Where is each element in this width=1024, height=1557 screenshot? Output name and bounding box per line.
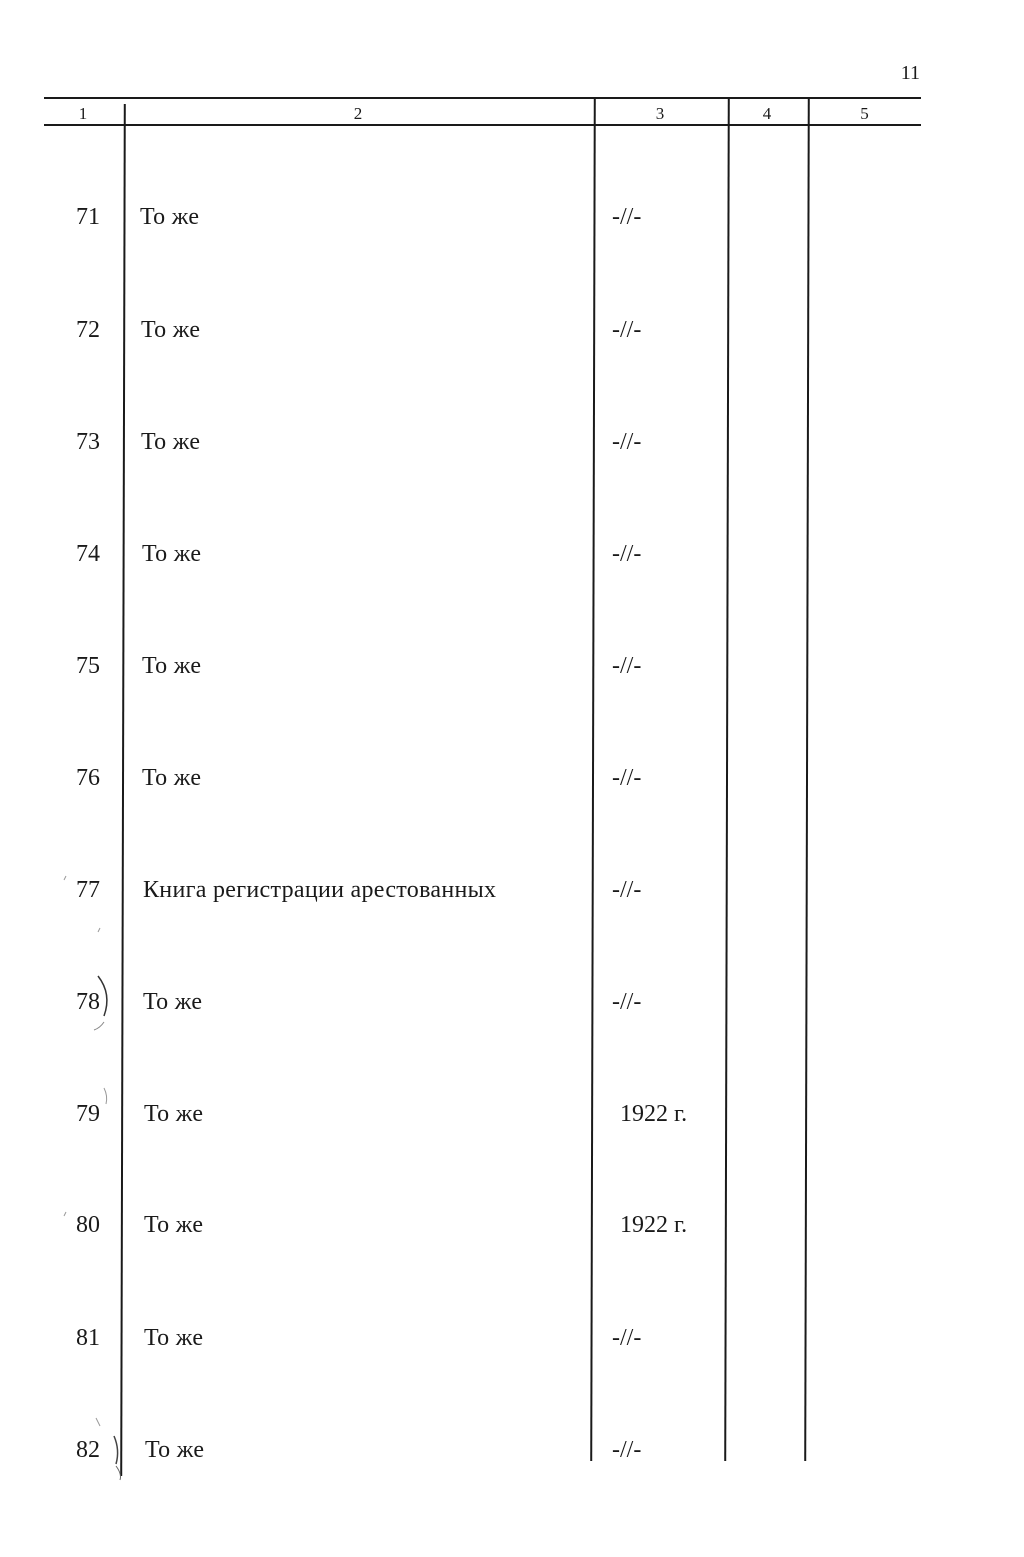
column-rule-4 <box>804 99 810 1461</box>
row-description: То же <box>142 653 202 679</box>
row-date: -//- <box>612 317 642 343</box>
row-number: 72 <box>76 317 100 343</box>
row-number: 75 <box>76 653 100 679</box>
page-number: 11 <box>900 62 920 84</box>
row-date: -//- <box>612 541 642 567</box>
row-date: -//- <box>612 653 642 679</box>
column-header-2: 2 <box>353 104 363 123</box>
column-rule-2 <box>590 99 596 1461</box>
row-description: То же <box>140 204 200 230</box>
row-date: -//- <box>612 989 642 1015</box>
row-date: -//- <box>612 1325 642 1351</box>
row-date: -//- <box>612 429 642 455</box>
row-description: То же <box>144 1325 204 1351</box>
column-rule-1 <box>120 104 126 1476</box>
row-number: 82 <box>76 1437 100 1463</box>
row-number: 81 <box>76 1325 100 1351</box>
row-description: То же <box>141 317 201 343</box>
row-date: -//- <box>612 1437 642 1463</box>
row-description: То же <box>142 765 202 791</box>
row-date: -//- <box>612 204 642 230</box>
column-header-3: 3 <box>655 104 665 123</box>
row-description: То же <box>144 1101 204 1127</box>
header-top-rule <box>44 97 921 99</box>
row-description: То же <box>141 429 201 455</box>
column-header-5: 5 <box>860 104 869 123</box>
row-number: 76 <box>76 765 100 791</box>
row-description: Книга регистрации арестованных <box>143 877 497 903</box>
row-number: 77 <box>76 877 100 903</box>
column-header-4: 4 <box>762 104 772 123</box>
row-date: 1922 г. <box>620 1212 688 1238</box>
row-date: -//- <box>612 765 642 791</box>
column-rule-3 <box>724 99 730 1461</box>
row-number: 78 <box>76 989 100 1015</box>
column-header-1: 1 <box>78 104 88 123</box>
row-description: То же <box>142 541 202 567</box>
row-description: То же <box>145 1437 205 1463</box>
row-number: 74 <box>76 541 100 567</box>
row-date: -//- <box>612 877 642 903</box>
row-number: 71 <box>76 204 100 230</box>
row-number: 73 <box>76 429 100 455</box>
row-description: То же <box>143 989 203 1015</box>
header-bottom-rule <box>44 124 921 126</box>
row-number: 79 <box>76 1101 100 1127</box>
row-date: 1922 г. <box>620 1101 688 1127</box>
row-number: 80 <box>76 1212 100 1238</box>
row-description: То же <box>144 1212 204 1238</box>
